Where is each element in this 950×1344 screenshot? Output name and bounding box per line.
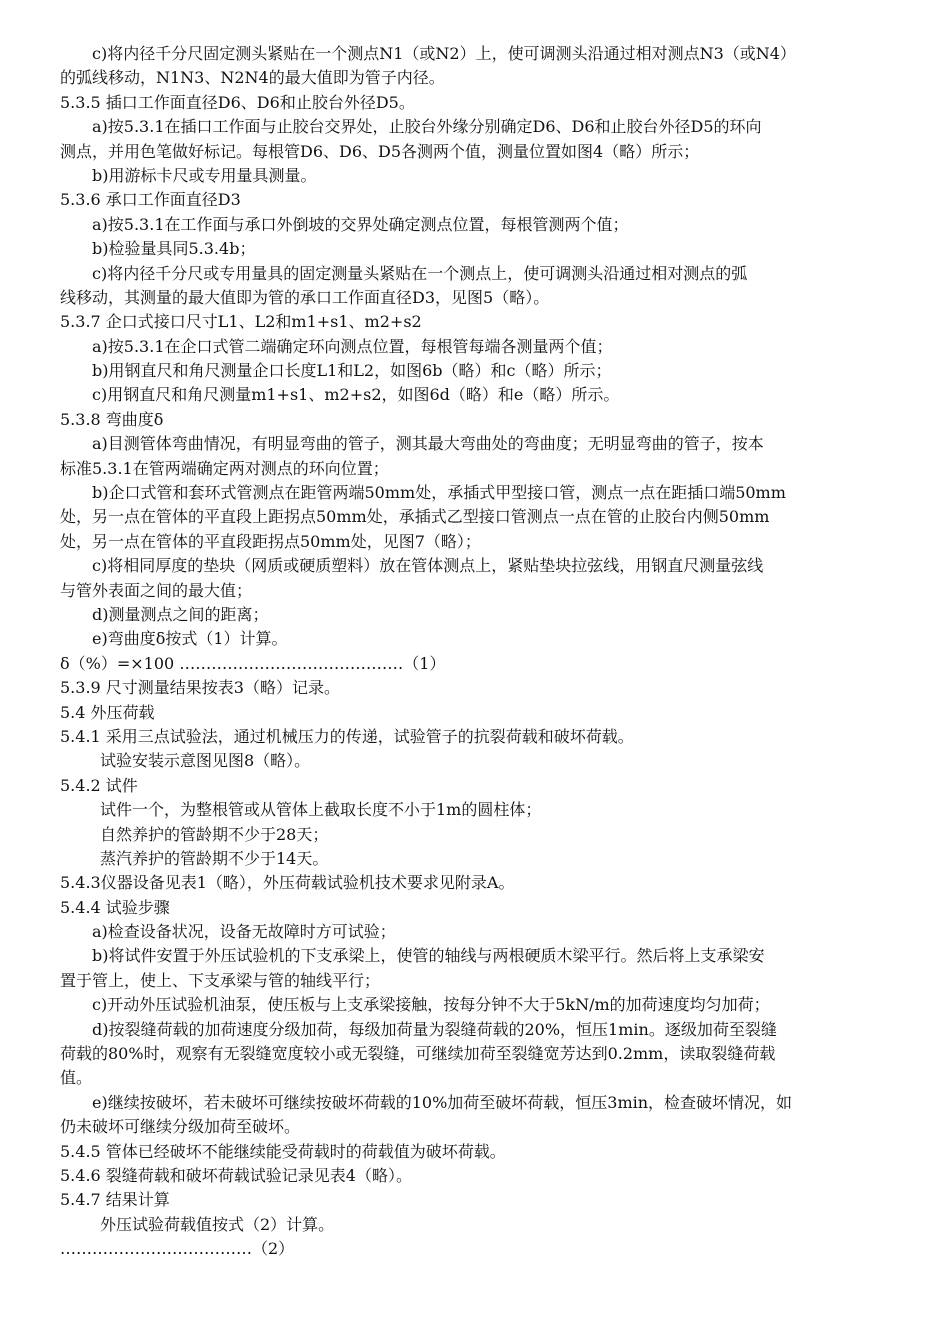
text-line: d)测量测点之间的距离； — [92, 604, 269, 624]
text-line: d)按裂缝荷载的加荷速度分级加荷，每级加荷量为裂缝荷载的20%，恒压1min。逐级加荷至裂缝 — [92, 1019, 777, 1039]
text-line: c)用钢直尺和角尺测量m1+s1、m2+s2，如图6d（略）和e（略）所示。 — [92, 385, 620, 405]
text-line: 试件一个，为整根管或从管体上截取长度不小于1m的圆柱体； — [100, 800, 542, 820]
text-line: c)将内径千分尺固定测头紧贴在一个测点N1（或N2）上，使可调测头沿通过相对测点N3（或N4） — [92, 44, 796, 63]
text-line: 5.4.4 试验步骤 — [60, 897, 170, 917]
text-line: 5.4 外压荷载 — [60, 702, 155, 722]
text-line: e)弯曲度δ按式（1）计算。 — [92, 629, 288, 649]
text-line: a)按5.3.1在工作面与承口外倒坡的交界处确定测点位置，每根管测两个值； — [92, 214, 629, 234]
text-line: 5.4.3仪器设备见表1（略），外压荷载试验机技术要求见附录A。 — [60, 873, 515, 893]
text-line: 5.4.5 管体已经破坏不能继续能受荷载时的荷载值为破坏荷载。 — [60, 1141, 506, 1161]
text-line: 5.4.1 采用三点试验法，通过机械压力的传递，试验管子的抗裂荷载和破坏荷载。 — [60, 726, 634, 746]
text-line: 线移动，其测量的最大值即为管的承口工作面直径D3，见图5（略）。 — [60, 287, 550, 307]
text-line: 5.4.6 裂缝荷载和破坏荷载试验记录见表4（略）。 — [60, 1165, 412, 1185]
text-line: 值。 — [60, 1068, 93, 1088]
text-line: b)用游标卡尺或专用量具测量。 — [92, 165, 317, 185]
text-line: 5.3.8 弯曲度δ — [60, 409, 164, 429]
text-line: δ（%）=×100 ……………………………………（1） — [60, 653, 446, 673]
text-line: e)继续按破坏，若未破坏可继续按破坏荷载的10%加荷至破坏荷载，恒压3min，检查破坏情况，如 — [92, 1092, 793, 1112]
text-line: 的弧线移动，N1N3、N2N4的最大值即为管子内径。 — [60, 68, 445, 88]
text-line: 蒸汽养护的管龄期不少于14天。 — [100, 848, 329, 868]
text-line: 置于管上，使上、下支承梁与管的轴线平行； — [60, 970, 381, 990]
text-line: 处，另一点在管体的平直段上距拐点50mm处，承插式乙型接口管测点一点在管的止胶台内侧50mm — [60, 507, 770, 527]
text-line: a)按5.3.1在插口工作面与止胶台交界处，止胶台外缘分别确定D6、D6和止胶台外径D5的环向 — [92, 117, 762, 137]
text-line: c)将相同厚度的垫块（网质或硬质塑料）放在管体测点上，紧贴垫块拉弦线，用钢直尺测量弦线 — [92, 556, 764, 576]
text-line: 测点，并用色笔做好标记。每根管D6、D6、D5各测两个值，测量位置如图4（略）所示； — [60, 141, 700, 161]
text-line: c)开动外压试验机油泵，使压板与上支承梁接触，按每分钟不大于5kN/m的加荷速度均匀加荷； — [92, 995, 770, 1015]
text-line: 与管外表面之间的最大值； — [60, 580, 253, 600]
text-line: b)检验量具同5.3.4b； — [92, 239, 256, 259]
text-line: b)用钢直尺和角尺测量企口长度L1和L2，如图6b（略）和c（略）所示； — [92, 361, 612, 381]
text-line: 标准5.3.1在管两端确定两对测点的环向位置； — [60, 458, 389, 478]
document-body — [60, 42, 900, 1262]
text-line: 处，另一点在管体的平直段距拐点50mm处，见图7（略）； — [60, 531, 481, 551]
text-line: 5.3.7 企口式接口尺寸L1、L2和m1+s1、m2+s2 — [60, 312, 422, 332]
text-line: ………………………………（2） — [60, 1239, 295, 1259]
text-line: a)按5.3.1在企口式管二端确定环向测点位置，每根管每端各测量两个值； — [92, 336, 613, 356]
text-line: b)企口式管和套环式管测点在距管两端50mm处，承插式甲型接口管，测点一点在距插口端50mm — [92, 483, 786, 503]
text-line: 试验安装示意图见图8（略）。 — [100, 751, 311, 771]
text-line: b)将试件安置于外压试验机的下支承梁上，使管的轴线与两根硬质木梁平行。然后将上支承梁安 — [92, 946, 765, 966]
text-line: 仍未破坏可继续分级加荷至破坏。 — [60, 1117, 301, 1137]
text-line: 荷载的80%时，观察有无裂缝宽度较小或无裂缝，可继续加荷至裂缝宽芳达到0.2mm，读取裂缝荷载 — [60, 1044, 776, 1064]
text-line: 5.3.9 尺寸测量结果按表3（略）记录。 — [60, 678, 340, 698]
text-line: 5.3.6 承口工作面直径D3 — [60, 190, 241, 210]
text-line: c)将内径千分尺或专用量具的固定测量头紧贴在一个测点上，使可调测头沿通过相对测点的弧 — [92, 263, 748, 283]
text-line: 自然养护的管龄期不少于28天； — [100, 824, 329, 844]
text-line: a)检查设备状况，设备无故障时方可试验； — [92, 922, 396, 942]
text-line: a)目测管体弯曲情况，有明显弯曲的管子，测其最大弯曲处的弯曲度；无明显弯曲的管子，按本 — [92, 434, 764, 454]
text-line: 5.3.5 插口工作面直径D6、D6和止胶台外径D5。 — [60, 92, 415, 112]
text-line: 5.4.7 结果计算 — [60, 1190, 170, 1210]
text-line: 外压试验荷载值按式（2）计算。 — [100, 1214, 335, 1234]
text-line: 5.4.2 试件 — [60, 775, 138, 795]
